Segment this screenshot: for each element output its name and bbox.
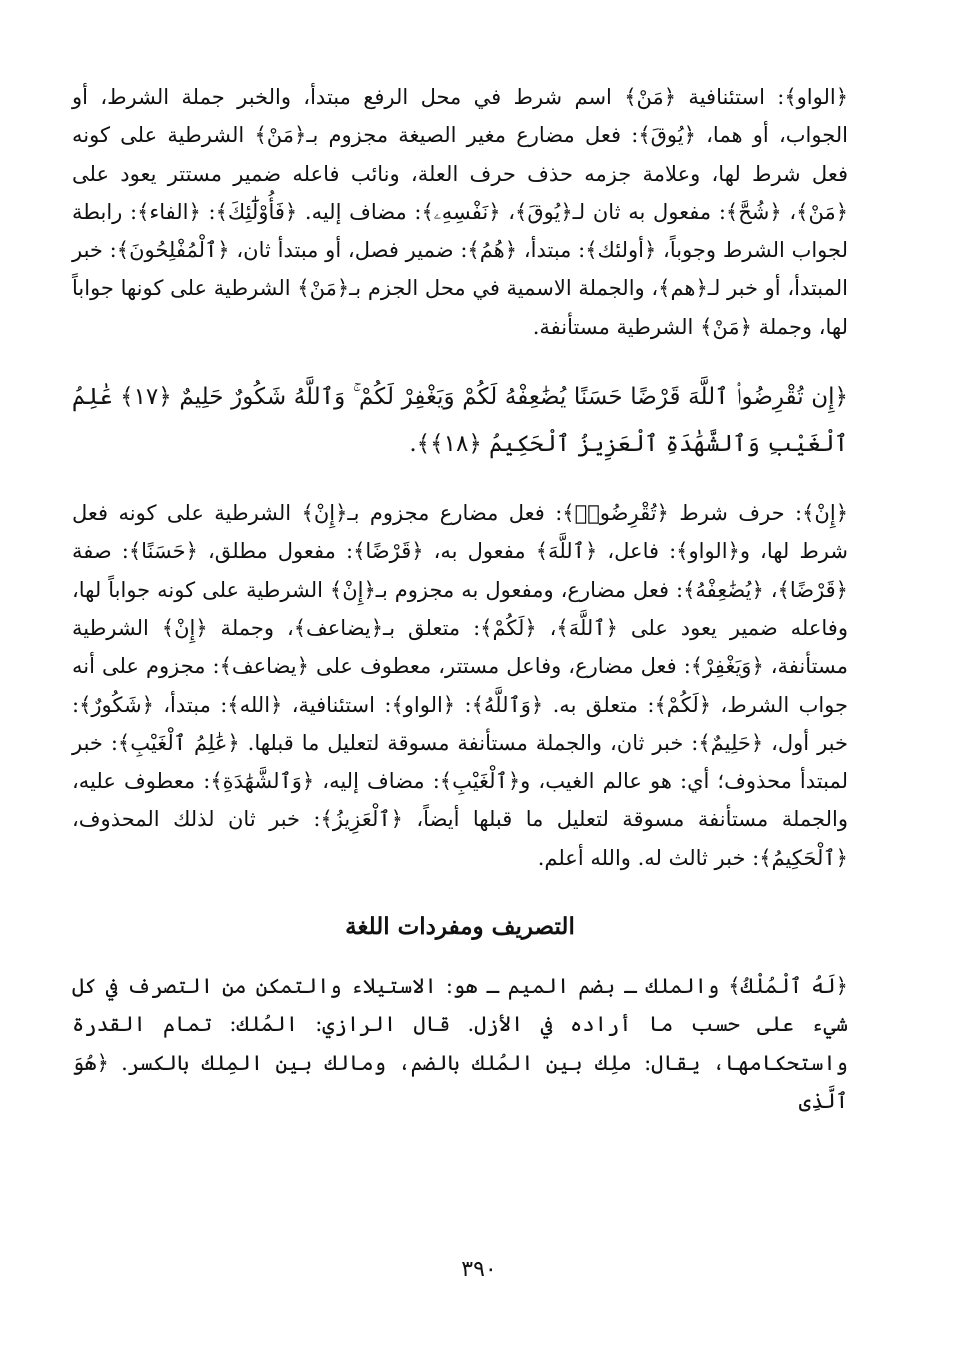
page-body <box>72 78 848 1120</box>
vocabulary-paragraph: ﴿لَهُ ٱلْمُلْكُ﴾ والملك ـ بضم الميم ـ هو: الاستيلاء والتمكن من التصرف في كل شيء على حسب ما أراده في الأزل. قال الرازي: المُلك: تمام القدرة واستحكامها، يقال: ملِك بين المُلك بالضم، ومالك بين المِلك بالكسر. ﴿هُوَ ٱلَّذِى <box>72 974 848 1113</box>
grammar-paragraph-2: ﴿إِنْ﴾: حرف شرط ﴿تُقْرِضُوا۟﴾: فعل مضارع مجزوم بـ﴿إِنْ﴾ الشرطية على كونه فعل شرط لها، و﴿الواو﴾: فاعل، ﴿ٱللَّهَ﴾ مفعول به، ﴿قَرْضًا﴾: مفعول مطلق، ﴿حَسَنًا﴾: صفة ﴿قَرْضًا﴾، ﴿يُضَٰعِفْهُ﴾: فعل مضارع، ومفعول به مجزوم بـ﴿إِنْ﴾ الشرطية على كونه جواباً لها، وفاعله ضمير يعود على ﴿ٱللَّهَ﴾، ﴿لَكُمْ﴾: متعلق بـ﴿يضاعف﴾، وجملة ﴿إِنْ﴾ الشرطية مستأنفة، ﴿وَيَغْفِرْ﴾: فعل مضارع، وفاعل مستتر، معطوف على ﴿يضاعف﴾: مجزوم على أنه جواب الشرط، ﴿لَكُمْ﴾: متعلق به. ﴿وَٱللَّهُ﴾: ﴿الواو﴾: استئنافية، ﴿الله﴾: مبتدأ، ﴿شَكُورٌ﴾: خبر أول، ﴿حَلِيمٌ﴾: خبر ثان، والجملة مستأنفة مسوقة لتعليل ما قبلها. ﴿عَٰلِمُ ٱلْغَيْبِ﴾: خبر لمبتدأ محذوف؛ أي: هو عالم الغيب، و﴿ٱلْغَيْبِ﴾: مضاف إليه، ﴿وَٱلشَّهَٰدَةِ﴾: معطوف عليه، والجملة مستأنفة مسوقة لتعليل ما قبلها أيضاً، ﴿ٱلْعَزِيزُ﴾: خبر ثان لذلك المحذوف، ﴿ٱلْحَكِيمُ﴾: خبر ثالث له. والله أعلم. <box>72 501 848 870</box>
section-heading: التصريف ومفردات اللغة <box>345 913 575 941</box>
quran-verse: ﴿إِن تُقْرِضُوا۟ ٱللَّهَ قَرْضًا حَسَنًا يُضَٰعِفْهُ لَكُمْ وَيَغْفِرْ لَكُمْ ۚ وَٱللَّهُ شَكُورٌ حَلِيمٌ ﴿١٧﴾ عَٰلِمُ ٱلْغَيْبِ وَٱلشَّهَٰدَةِ ٱلْعَزِيزُ ٱلْحَكِيمُ ﴿١٨﴾﴾. <box>72 384 848 458</box>
page-number: ٣٩٠ <box>461 1257 497 1282</box>
grammar-paragraph-1: ﴿الواو﴾: استئنافية ﴿مَنْ﴾ اسم شرط في محل الرفع مبتدأ، والخبر جملة الشرط، أو الجواب، أو هما، ﴿يُوقَ﴾: فعل مضارع مغير الصيغة مجزوم بـ﴿مَنْ﴾ الشرطية على كونه فعل شرط لها، وعلامة جزمه حذف حرف العلة، ونائب فاعله ضمير مستتر يعود على ﴿مَنْ﴾، ﴿شُحَّ﴾: مفعول به ثان لـ﴿يُوقَ﴾، ﴿نَفْسِهِۦ﴾: مضاف إليه. ﴿فَأُوْلَٰٓئِكَ﴾: ﴿الفاء﴾: رابطة لجواب الشرط وجوباً، ﴿أولئك﴾: مبتدأ، ﴿هُمُ﴾: ضمير فصل، أو مبتدأ ثان، ﴿ٱلْمُفْلِحُونَ﴾: خبر المبتدأ، أو خبر لـ﴿هم﴾، والجملة الاسمية في محل الجزم بـ﴿مَنْ﴾ الشرطية على كونها جواباً لها، وجملة ﴿مَنْ﴾ الشرطية مستأنفة. <box>72 85 848 339</box>
